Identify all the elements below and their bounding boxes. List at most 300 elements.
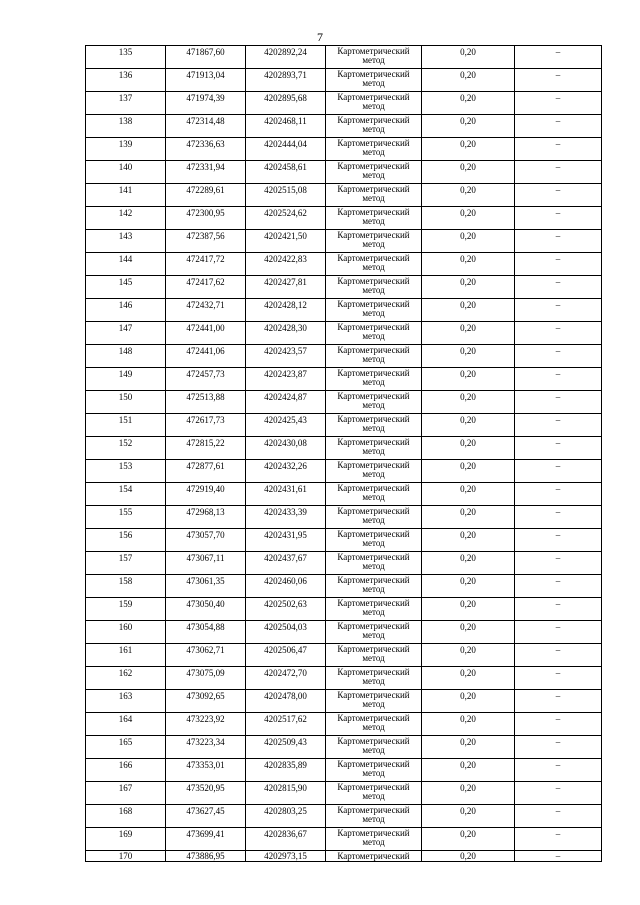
note-cell <box>515 644 602 667</box>
point-number-cell <box>86 276 166 299</box>
x-coordinate-cell <box>166 391 246 414</box>
accuracy-cell <box>422 437 515 460</box>
table-row <box>86 368 602 391</box>
note-cell-text: – <box>555 484 561 494</box>
x-coordinate-cell <box>166 230 246 253</box>
y-coordinate-cell <box>246 161 326 184</box>
point-number-cell-text: 163 <box>118 691 133 701</box>
x-coordinate-cell-text: 472441,06 <box>186 346 225 356</box>
method-cell <box>326 805 422 828</box>
method-cell-text: Картометрический метод <box>337 759 410 778</box>
x-coordinate-cell <box>166 460 246 483</box>
y-coordinate-cell <box>246 276 326 299</box>
y-coordinate-cell-text: 4202425,43 <box>264 415 307 425</box>
accuracy-cell <box>422 690 515 713</box>
y-coordinate-cell-text: 4202427,81 <box>264 277 307 287</box>
note-cell-text: – <box>555 691 561 701</box>
accuracy-cell <box>422 69 515 92</box>
x-coordinate-cell-text: 472331,94 <box>186 162 225 172</box>
x-coordinate-cell <box>166 207 246 230</box>
point-number-cell-text: 143 <box>118 231 133 241</box>
y-coordinate-cell <box>246 391 326 414</box>
y-coordinate-cell-text: 4202478,00 <box>264 691 307 701</box>
x-coordinate-cell <box>166 368 246 391</box>
table-row <box>86 690 602 713</box>
point-number-cell-text: 167 <box>118 783 133 793</box>
method-cell-text: Картометрический метод <box>337 299 410 318</box>
note-cell <box>515 138 602 161</box>
x-coordinate-cell <box>166 46 246 69</box>
method-cell-text: Картометрический метод <box>337 69 410 88</box>
note-cell <box>515 437 602 460</box>
method-cell-text: Картометрический метод <box>337 161 410 180</box>
accuracy-cell-text: 0,20 <box>460 346 476 356</box>
method-cell <box>326 138 422 161</box>
note-cell <box>515 552 602 575</box>
method-cell-text: Картометрический метод <box>337 736 410 755</box>
note-cell-text: – <box>555 553 561 563</box>
y-coordinate-cell <box>246 46 326 69</box>
method-cell-text: Картометрический метод <box>337 690 410 709</box>
method-cell-text: Картометрический метод <box>337 621 410 640</box>
table-row <box>86 506 602 529</box>
x-coordinate-cell-text: 472289,61 <box>186 185 225 195</box>
accuracy-cell <box>422 483 515 506</box>
y-coordinate-cell-text: 4202458,61 <box>264 162 307 172</box>
accuracy-cell-text: 0,20 <box>460 139 476 149</box>
table-row <box>86 253 602 276</box>
method-cell <box>326 460 422 483</box>
y-coordinate-cell-text: 4202895,68 <box>264 93 307 103</box>
accuracy-cell <box>422 805 515 828</box>
note-cell <box>515 299 602 322</box>
point-number-cell-text: 160 <box>118 622 133 632</box>
method-cell-text: Картометрический метод <box>337 115 410 134</box>
accuracy-cell <box>422 575 515 598</box>
method-cell <box>326 230 422 253</box>
point-number-cell <box>86 690 166 713</box>
y-coordinate-cell-text: 4202423,57 <box>264 346 307 356</box>
method-cell <box>326 276 422 299</box>
method-cell <box>326 506 422 529</box>
y-coordinate-cell <box>246 322 326 345</box>
y-coordinate-cell-text: 4202803,25 <box>264 806 307 816</box>
x-coordinate-cell <box>166 115 246 138</box>
accuracy-cell <box>422 299 515 322</box>
method-cell-text: Картометрический метод <box>337 414 410 433</box>
x-coordinate-cell <box>166 92 246 115</box>
table-row <box>86 230 602 253</box>
point-number-cell-text: 153 <box>118 461 133 471</box>
table-row <box>86 575 602 598</box>
y-coordinate-cell-text: 4202422,83 <box>264 254 307 264</box>
x-coordinate-cell-text: 472877,61 <box>186 461 225 471</box>
accuracy-cell <box>422 759 515 782</box>
x-coordinate-cell-text: 473520,95 <box>186 783 225 793</box>
method-cell <box>326 69 422 92</box>
x-coordinate-cell-text: 471974,39 <box>186 93 225 103</box>
x-coordinate-cell <box>166 621 246 644</box>
accuracy-cell-text: 0,20 <box>460 553 476 563</box>
point-number-cell <box>86 644 166 667</box>
point-number-cell <box>86 92 166 115</box>
point-number-cell <box>86 253 166 276</box>
point-number-cell <box>86 322 166 345</box>
x-coordinate-cell-text: 472417,62 <box>186 277 225 287</box>
note-cell-text: – <box>555 208 561 218</box>
y-coordinate-cell-text: 4202444,04 <box>264 139 307 149</box>
y-coordinate-cell <box>246 759 326 782</box>
table-row <box>86 322 602 345</box>
y-coordinate-cell <box>246 552 326 575</box>
x-coordinate-cell-text: 471913,04 <box>186 70 225 80</box>
table-row <box>86 851 602 862</box>
accuracy-cell-text: 0,20 <box>460 829 476 839</box>
method-cell <box>326 414 422 437</box>
method-cell-text: Картометрический метод <box>337 575 410 594</box>
point-number-cell-text: 155 <box>118 507 133 517</box>
accuracy-cell-text: 0,20 <box>460 599 476 609</box>
point-number-cell-text: 149 <box>118 369 133 379</box>
note-cell <box>515 805 602 828</box>
method-cell-text: Картометрический метод <box>337 345 410 364</box>
x-coordinate-cell <box>166 736 246 759</box>
accuracy-cell <box>422 552 515 575</box>
page-number: 7 <box>317 30 323 44</box>
point-number-cell-text: 159 <box>118 599 133 609</box>
point-number-cell <box>86 736 166 759</box>
method-cell-text: Картометрический метод <box>337 138 410 157</box>
method-cell-text: Картометрический <box>337 851 410 861</box>
y-coordinate-cell <box>246 414 326 437</box>
method-cell-text: Картометрический метод <box>337 92 410 111</box>
accuracy-cell <box>422 115 515 138</box>
y-coordinate-cell <box>246 368 326 391</box>
note-cell <box>515 506 602 529</box>
accuracy-cell <box>422 736 515 759</box>
note-cell <box>515 667 602 690</box>
y-coordinate-cell-text: 4202431,95 <box>264 530 307 540</box>
table-row <box>86 161 602 184</box>
note-cell-text: – <box>555 139 561 149</box>
y-coordinate-cell-text: 4202431,61 <box>264 484 307 494</box>
y-coordinate-cell <box>246 69 326 92</box>
x-coordinate-cell <box>166 322 246 345</box>
point-number-cell-text: 152 <box>118 438 133 448</box>
x-coordinate-cell-text: 473699,41 <box>186 829 225 839</box>
note-cell <box>515 713 602 736</box>
accuracy-cell-text: 0,20 <box>460 277 476 287</box>
y-coordinate-cell <box>246 667 326 690</box>
point-number-cell-text: 157 <box>118 553 133 563</box>
y-coordinate-cell <box>246 184 326 207</box>
accuracy-cell <box>422 851 515 862</box>
y-coordinate-cell-text: 4202836,67 <box>264 829 307 839</box>
point-number-cell-text: 150 <box>118 392 133 402</box>
accuracy-cell <box>422 782 515 805</box>
point-number-cell <box>86 299 166 322</box>
x-coordinate-cell-text: 473061,35 <box>186 576 225 586</box>
note-cell <box>515 92 602 115</box>
method-cell <box>326 621 422 644</box>
point-number-cell <box>86 621 166 644</box>
table-row <box>86 391 602 414</box>
x-coordinate-cell <box>166 529 246 552</box>
note-cell-text: – <box>555 737 561 747</box>
method-cell-text: Картометрический метод <box>337 552 410 571</box>
accuracy-cell-text: 0,20 <box>460 645 476 655</box>
note-cell-text: – <box>555 507 561 517</box>
method-cell <box>326 529 422 552</box>
accuracy-cell <box>422 276 515 299</box>
y-coordinate-cell <box>246 805 326 828</box>
note-cell-text: – <box>555 760 561 770</box>
note-cell-text: – <box>555 851 561 861</box>
point-number-cell <box>86 230 166 253</box>
method-cell-text: Картометрический метод <box>337 368 410 387</box>
x-coordinate-cell <box>166 828 246 851</box>
y-coordinate-cell-text: 4202433,39 <box>264 507 307 517</box>
method-cell <box>326 322 422 345</box>
point-number-cell <box>86 483 166 506</box>
table-row <box>86 460 602 483</box>
point-number-cell-text: 136 <box>118 70 133 80</box>
note-cell <box>515 184 602 207</box>
note-cell <box>515 115 602 138</box>
point-number-cell-text: 141 <box>118 185 133 195</box>
accuracy-cell <box>422 621 515 644</box>
accuracy-cell-text: 0,20 <box>460 93 476 103</box>
method-cell <box>326 782 422 805</box>
x-coordinate-cell <box>166 575 246 598</box>
note-cell <box>515 253 602 276</box>
accuracy-cell-text: 0,20 <box>460 783 476 793</box>
method-cell <box>326 184 422 207</box>
method-cell <box>326 828 422 851</box>
accuracy-cell-text: 0,20 <box>460 415 476 425</box>
accuracy-cell-text: 0,20 <box>460 231 476 241</box>
accuracy-cell-text: 0,20 <box>460 323 476 333</box>
y-coordinate-cell <box>246 736 326 759</box>
point-number-cell <box>86 828 166 851</box>
point-number-cell-text: 147 <box>118 323 133 333</box>
accuracy-cell <box>422 92 515 115</box>
method-cell <box>326 736 422 759</box>
x-coordinate-cell <box>166 782 246 805</box>
point-number-cell <box>86 667 166 690</box>
y-coordinate-cell <box>246 828 326 851</box>
x-coordinate-cell-text: 473223,34 <box>186 737 225 747</box>
x-coordinate-cell <box>166 759 246 782</box>
method-cell-text: Картометрический метод <box>337 460 410 479</box>
accuracy-cell-text: 0,20 <box>460 369 476 379</box>
note-cell-text: – <box>555 622 561 632</box>
point-number-cell-text: 169 <box>118 829 133 839</box>
x-coordinate-cell-text: 473050,40 <box>186 599 225 609</box>
point-number-cell-text: 146 <box>118 300 133 310</box>
accuracy-cell-text: 0,20 <box>460 392 476 402</box>
table-row <box>86 782 602 805</box>
y-coordinate-cell <box>246 230 326 253</box>
accuracy-cell <box>422 345 515 368</box>
accuracy-cell-text: 0,20 <box>460 47 476 57</box>
accuracy-cell <box>422 138 515 161</box>
table-row <box>86 805 602 828</box>
accuracy-cell-text: 0,20 <box>460 507 476 517</box>
x-coordinate-cell-text: 473092,65 <box>186 691 225 701</box>
accuracy-cell <box>422 667 515 690</box>
point-number-cell-text: 170 <box>118 851 133 861</box>
note-cell-text: – <box>555 231 561 241</box>
point-number-cell <box>86 851 166 862</box>
point-number-cell-text: 135 <box>118 47 133 57</box>
x-coordinate-cell-text: 472432,71 <box>186 300 225 310</box>
y-coordinate-cell <box>246 92 326 115</box>
y-coordinate-cell <box>246 529 326 552</box>
accuracy-cell <box>422 253 515 276</box>
x-coordinate-cell <box>166 667 246 690</box>
x-coordinate-cell <box>166 690 246 713</box>
y-coordinate-cell-text: 4202460,06 <box>264 576 307 586</box>
x-coordinate-cell-text: 473062,71 <box>186 645 225 655</box>
y-coordinate-cell-text: 4202517,62 <box>264 714 307 724</box>
y-coordinate-cell-text: 4202502,63 <box>264 599 307 609</box>
coordinates-table-body <box>86 46 602 862</box>
note-cell <box>515 391 602 414</box>
accuracy-cell <box>422 598 515 621</box>
y-coordinate-cell-text: 4202424,87 <box>264 392 307 402</box>
x-coordinate-cell-text: 472300,95 <box>186 208 225 218</box>
x-coordinate-cell <box>166 713 246 736</box>
table-row <box>86 276 602 299</box>
point-number-cell <box>86 552 166 575</box>
x-coordinate-cell <box>166 299 246 322</box>
y-coordinate-cell-text: 4202430,08 <box>264 438 307 448</box>
point-number-cell <box>86 161 166 184</box>
note-cell-text: – <box>555 70 561 80</box>
note-cell <box>515 736 602 759</box>
y-coordinate-cell <box>246 621 326 644</box>
method-cell-text: Картометрический метод <box>337 713 410 732</box>
accuracy-cell-text: 0,20 <box>460 300 476 310</box>
x-coordinate-cell-text: 472513,88 <box>186 392 225 402</box>
point-number-cell <box>86 575 166 598</box>
note-cell <box>515 69 602 92</box>
y-coordinate-cell-text: 4202432,26 <box>264 461 307 471</box>
point-number-cell <box>86 391 166 414</box>
accuracy-cell <box>422 46 515 69</box>
method-cell <box>326 690 422 713</box>
method-cell <box>326 667 422 690</box>
accuracy-cell-text: 0,20 <box>460 851 476 861</box>
method-cell-text: Картометрический метод <box>337 184 410 203</box>
note-cell <box>515 230 602 253</box>
point-number-cell <box>86 529 166 552</box>
table-row <box>86 138 602 161</box>
accuracy-cell-text: 0,20 <box>460 116 476 126</box>
accuracy-cell <box>422 322 515 345</box>
table-row <box>86 713 602 736</box>
method-cell <box>326 345 422 368</box>
point-number-cell <box>86 184 166 207</box>
table-row <box>86 644 602 667</box>
x-coordinate-cell-text: 473353,01 <box>186 760 225 770</box>
y-coordinate-cell-text: 4202973,15 <box>264 851 307 861</box>
note-cell-text: – <box>555 530 561 540</box>
x-coordinate-cell <box>166 437 246 460</box>
note-cell-text: – <box>555 576 561 586</box>
accuracy-cell-text: 0,20 <box>460 208 476 218</box>
table-row <box>86 621 602 644</box>
accuracy-cell-text: 0,20 <box>460 737 476 747</box>
accuracy-cell-text: 0,20 <box>460 668 476 678</box>
x-coordinate-cell <box>166 552 246 575</box>
table-row <box>86 667 602 690</box>
y-coordinate-cell <box>246 460 326 483</box>
point-number-cell <box>86 805 166 828</box>
note-cell <box>515 161 602 184</box>
accuracy-cell <box>422 184 515 207</box>
note-cell-text: – <box>555 645 561 655</box>
y-coordinate-cell-text: 4202515,08 <box>264 185 307 195</box>
y-coordinate-cell <box>246 506 326 529</box>
accuracy-cell-text: 0,20 <box>460 530 476 540</box>
point-number-cell-text: 162 <box>118 668 133 678</box>
table-row <box>86 437 602 460</box>
accuracy-cell <box>422 529 515 552</box>
x-coordinate-cell-text: 472336,63 <box>186 139 225 149</box>
y-coordinate-cell-text: 4202835,89 <box>264 760 307 770</box>
note-cell <box>515 46 602 69</box>
note-cell-text: – <box>555 714 561 724</box>
point-number-cell-text: 154 <box>118 484 133 494</box>
point-number-cell-text: 140 <box>118 162 133 172</box>
method-cell-text: Картометрический метод <box>337 644 410 663</box>
method-cell <box>326 552 422 575</box>
y-coordinate-cell <box>246 437 326 460</box>
x-coordinate-cell <box>166 598 246 621</box>
method-cell-text: Картометрический метод <box>337 483 410 502</box>
x-coordinate-cell-text: 472815,22 <box>186 438 225 448</box>
table-row <box>86 736 602 759</box>
y-coordinate-cell <box>246 115 326 138</box>
point-number-cell-text: 145 <box>118 277 133 287</box>
x-coordinate-cell-text: 472617,73 <box>186 415 225 425</box>
point-number-cell-text: 161 <box>118 645 133 655</box>
method-cell <box>326 92 422 115</box>
point-number-cell-text: 139 <box>118 139 133 149</box>
note-cell-text: – <box>555 162 561 172</box>
y-coordinate-cell-text: 4202421,50 <box>264 231 307 241</box>
accuracy-cell <box>422 414 515 437</box>
y-coordinate-cell <box>246 345 326 368</box>
method-cell-text: Картометрический метод <box>337 46 410 65</box>
note-cell-text: – <box>555 392 561 402</box>
point-number-cell-text: 148 <box>118 346 133 356</box>
accuracy-cell-text: 0,20 <box>460 484 476 494</box>
method-cell <box>326 575 422 598</box>
method-cell <box>326 644 422 667</box>
method-cell <box>326 713 422 736</box>
note-cell <box>515 690 602 713</box>
accuracy-cell <box>422 207 515 230</box>
method-cell <box>326 299 422 322</box>
x-coordinate-cell-text: 471867,60 <box>186 47 225 57</box>
note-cell-text: – <box>555 806 561 816</box>
table-row <box>86 115 602 138</box>
y-coordinate-cell <box>246 598 326 621</box>
accuracy-cell-text: 0,20 <box>460 438 476 448</box>
